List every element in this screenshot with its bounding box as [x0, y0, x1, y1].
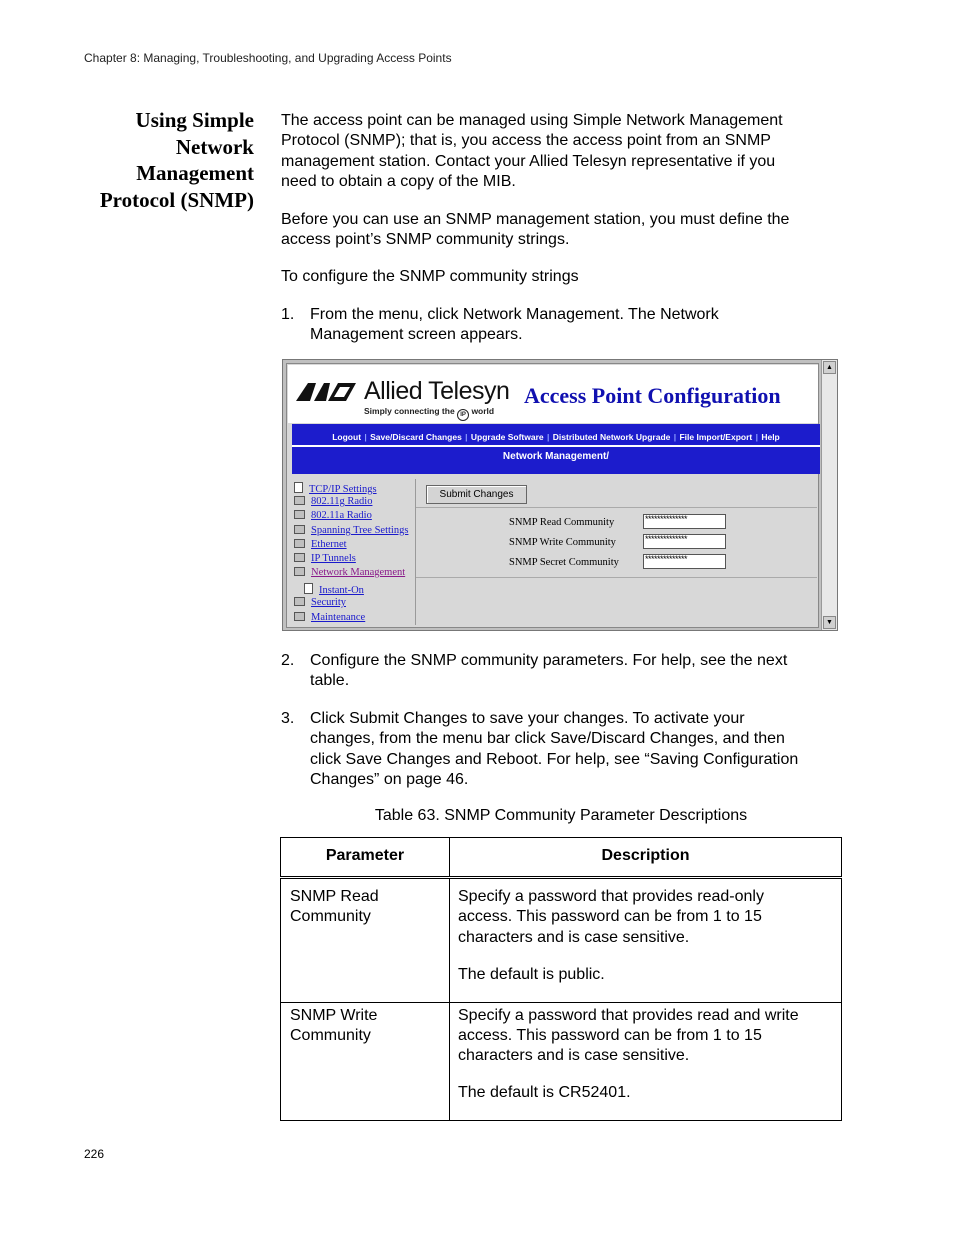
menu-divider — [292, 445, 820, 447]
description-cell — [450, 1002, 842, 1121]
text-line: Changes” on page 46. — [310, 771, 469, 789]
snmp-read-input[interactable]: ************** — [643, 514, 726, 529]
ip-globe-icon — [457, 409, 469, 421]
tagline-text: world — [471, 406, 495, 416]
snmp-secret-label: SNMP Secret Community — [509, 557, 619, 568]
nav-label: Security — [311, 597, 346, 608]
submit-changes-button[interactable]: Submit Changes — [426, 485, 527, 504]
text-line: Community — [290, 1027, 371, 1045]
step-text — [310, 709, 840, 791]
page-number: 226 — [84, 1147, 105, 1161]
folder-icon — [294, 612, 305, 621]
text-line: changes, from the menu bar click Save/Discard Changes, and then — [310, 730, 785, 748]
nav-item-spanning-tree[interactable] — [294, 525, 408, 539]
text-line: Configure the SNMP community parameters. For help, see the next — [310, 652, 788, 669]
menu-upgrade-software[interactable]: Upgrade Software — [470, 432, 544, 442]
prereq-paragraph — [281, 210, 841, 251]
table-header-row — [281, 838, 842, 878]
nav-label: 802.11g Radio — [311, 496, 373, 507]
snmp-parameter-table — [280, 837, 842, 1121]
nav-item-80211g[interactable] — [294, 496, 372, 510]
scroll-up-icon[interactable]: ▲ — [823, 361, 836, 374]
nav-item-tcpip[interactable] — [294, 482, 377, 496]
text-line: Management screen appears. — [310, 326, 523, 344]
nav-item-ethernet[interactable] — [294, 539, 347, 553]
step-text — [310, 651, 840, 692]
nav-label: Instant-On — [319, 585, 364, 596]
step-number: 2. — [281, 652, 295, 669]
document-icon — [304, 583, 313, 594]
logo-mark-icon — [294, 381, 358, 403]
tagline-text: Simply connecting the — [364, 406, 455, 416]
text-line: Protocol (SNMP); that is, you access the access point from an SNMP — [281, 132, 771, 150]
procedure-intro: To configure the SNMP community strings — [281, 268, 579, 285]
menu-save-discard[interactable]: Save/Discard Changes — [370, 432, 462, 442]
nav-item-network-management[interactable] — [294, 567, 405, 581]
scroll-down-icon[interactable]: ▼ — [823, 616, 836, 629]
menu-file-import-export[interactable]: File Import/Export — [679, 432, 753, 442]
nav-label: Maintenance — [311, 612, 366, 623]
nav-label: TCP/IP Settings — [309, 484, 377, 495]
browser-viewport — [286, 363, 819, 628]
intro-paragraph — [281, 111, 841, 193]
description-text — [458, 1006, 833, 1067]
folder-icon — [294, 525, 305, 534]
step-number: 3. — [281, 710, 295, 727]
heading-line: Protocol (SNMP) — [99, 187, 254, 212]
default-text: The default is CR52401. — [458, 1084, 631, 1102]
text-line: Community — [290, 908, 371, 926]
nav-label: Network Management — [311, 567, 406, 578]
description-text — [458, 887, 833, 948]
brand-name: Allied Telesyn — [364, 377, 510, 405]
text-line: access. This password can be from 1 to 15 — [458, 908, 762, 926]
nav-label: 802.11a Radio — [311, 510, 372, 521]
banner — [288, 365, 818, 423]
current-page-label: Network Management/ — [502, 451, 610, 462]
folder-icon — [294, 496, 305, 505]
text-line: management station. Contact your Allied Telesyn representative if you — [281, 152, 776, 170]
text-line: need to obtain a copy of the MIB. — [281, 173, 516, 191]
folder-icon — [294, 553, 305, 562]
text-line: Specify a password that provides read-only — [458, 888, 764, 905]
heading-line: Network — [175, 134, 254, 159]
snmp-read-label: SNMP Read Community — [509, 517, 615, 528]
snmp-write-label: SNMP Write Community — [509, 537, 616, 548]
section-heading — [60, 107, 254, 213]
nav-label: IP Tunnels — [311, 553, 356, 564]
table-row — [281, 878, 842, 1003]
parameter-cell — [281, 878, 450, 1003]
text-line: Before you can use an SNMP management station, you must define the — [281, 211, 790, 228]
ip-mark: IP — [460, 412, 466, 418]
vertical-scrollbar[interactable] — [821, 360, 837, 630]
text-line: The access point can be managed using Simple Network Management — [281, 112, 783, 129]
brand-tagline — [364, 406, 494, 421]
app-title: Access Point Configuration — [524, 383, 781, 408]
menu-help[interactable]: Help — [761, 432, 780, 442]
text-line: SNMP Write — [290, 1006, 378, 1024]
nav-tree — [290, 479, 416, 625]
nav-item-maintenance[interactable] — [294, 612, 365, 626]
nav-item-80211a[interactable] — [294, 510, 372, 524]
text-line: Click Submit Changes to save your changes. To activate your — [310, 710, 745, 727]
text-line: table. — [310, 672, 350, 690]
step-text — [310, 305, 840, 346]
divider — [416, 577, 817, 578]
text-line: click Save Changes and Reboot. For help, see “Saving Configuration — [310, 750, 799, 768]
open-folder-icon — [294, 567, 305, 576]
default-text: The default is public. — [458, 965, 605, 983]
menu-logout[interactable]: Logout — [332, 432, 362, 442]
nav-label: Spanning Tree Settings — [311, 525, 409, 536]
text-line: characters and is case sensitive. — [458, 1047, 690, 1065]
menu-bar — [292, 424, 820, 474]
content-pane — [416, 479, 817, 625]
folder-icon — [294, 510, 305, 519]
heading-line: Using Simple — [135, 108, 254, 132]
column-header-description: Description — [450, 838, 842, 878]
parameter-cell — [281, 1002, 450, 1121]
description-cell — [450, 878, 842, 1003]
document-icon — [294, 482, 303, 493]
table-row — [281, 1002, 842, 1121]
menu-links: Logout | Save/Discard Changes | Upgrade Software | Distributed Network Upgrade | File Import/Export | Help — [332, 432, 780, 442]
nav-item-security[interactable] — [294, 597, 346, 611]
text-line: access. This password can be from 1 to 15 — [458, 1027, 762, 1045]
heading-line: Management — [136, 161, 254, 185]
text-line: From the menu, click Network Management. The Network — [310, 306, 719, 323]
nav-item-instant-on[interactable] — [304, 583, 364, 597]
folder-icon — [294, 539, 305, 548]
snmp-secret-input[interactable]: ************** — [643, 554, 726, 569]
text-line: access point’s SNMP community strings. — [281, 231, 570, 249]
running-header: Chapter 8: Managing, Troubleshooting, and Upgrading Access Points — [84, 51, 452, 65]
nav-label: Ethernet — [311, 539, 347, 550]
divider — [416, 507, 817, 508]
column-header-parameter: Parameter — [281, 838, 450, 878]
network-management-screenshot — [282, 359, 838, 631]
text-line: SNMP Read — [290, 888, 379, 905]
text-line: Specify a password that provides read and write — [458, 1006, 799, 1024]
nav-item-ip-tunnels[interactable] — [294, 553, 356, 567]
snmp-write-input[interactable]: ************** — [643, 534, 726, 549]
menu-distributed-upgrade[interactable]: Distributed Network Upgrade — [552, 432, 671, 442]
folder-icon — [294, 597, 305, 606]
table-caption: Table 63. SNMP Community Parameter Descriptions — [374, 807, 748, 824]
text-line: characters and is case sensitive. — [458, 928, 690, 946]
step-number: 1. — [281, 306, 295, 323]
